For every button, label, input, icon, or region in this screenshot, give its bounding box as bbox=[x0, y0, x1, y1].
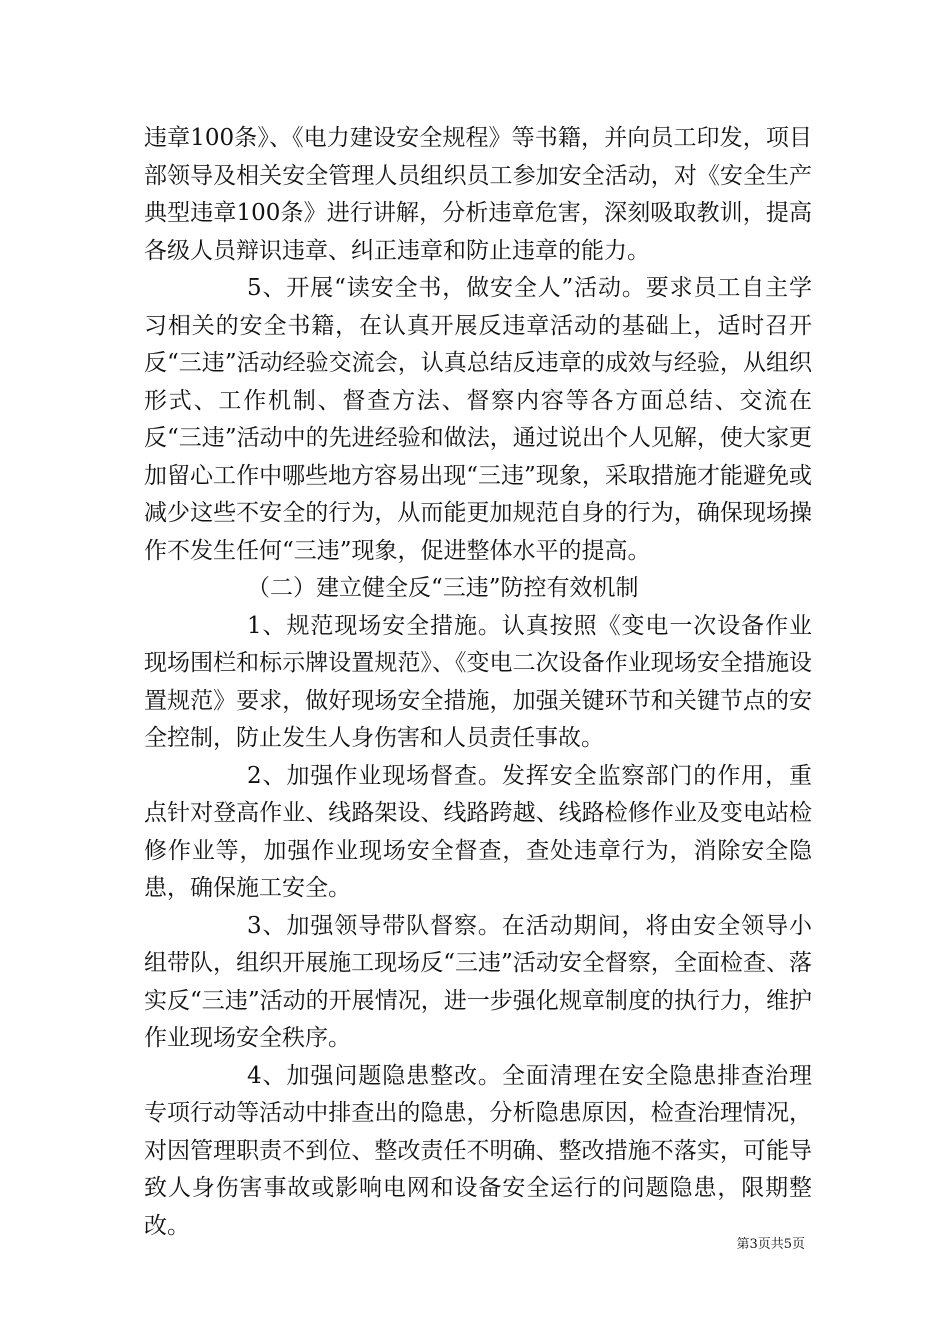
paragraph-continuation: 违章100条》、《电力建设安全规程》等书籍，并向员工印发，项目部领导及相关安全管理人员组织员工参加安全活动，对《安全生产典型违章100条》进行讲解，分析违章危害，深刻吸取教训，提高各级人员辩识违章、纠正违章和防止违章的能力。 bbox=[144, 125, 812, 264]
section-heading-2: （二）建立健全反“三违”防控有效机制 bbox=[247, 575, 639, 601]
paragraph-item-5: 5、开展“读安全书，做安全人”活动。要求员工自主学习相关的安全书籍，在认真开展反违章活动的基础上，适时召开反“三违”活动经验交流会，认真总结反违章的成效与经验，从组织形式、工作机制、督查方法、督察内容等各方面总结、交流在反“三违”活动中的先进经验和做法，通过说出个人见解，使大家更加留心工作中哪些地方容易出现“三违”现象，采取措施才能避免或减少这些不安全的行为，从而能更加规范自身的行为，确保现场操作不发生任何“三违”现象，促进整体水平的提高。 bbox=[144, 275, 812, 564]
paragraph-item-2: 2、加强作业现场督查。发挥安全监察部门的作用，重点针对登高作业、线路架设、线路跨越、线路检修作业及变电站检修作业等，加强作业现场安全督查，查处违章行为，消除安全隐患，确保施工安全。 bbox=[144, 762, 812, 901]
paragraph-item-1: 1、规范现场安全措施。认真按照《变电一次设备作业现场围栏和标示牌设置规范》、《变电二次设备作业现场安全措施设置规范》要求，做好现场安全措施，加强关键环节和关键节点的安全控制，防止发生人身伤害和人员责任事故。 bbox=[144, 612, 812, 751]
page-number-footer: 第3页共5页 bbox=[736, 1237, 805, 1252]
document-body bbox=[144, 120, 812, 1245]
paragraph-item-3: 3、加强领导带队督察。在活动期间，将由安全领导小组带队，组织开展施工现场反“三违”活动安全督察，全面检查、落实反“三违”活动的开展情况，进一步强化规章制度的执行力，维护作业现场安全秩序。 bbox=[144, 912, 812, 1051]
paragraph-item-4: 4、加强问题隐患整改。全面清理在安全隐患排查治理专项行动等活动中排查出的隐患，分析隐患原因，检查治理情况，对因管理职责不到位、整改责任不明确、整改措施不落实，可能导致人身伤害事故或影响电网和设备安全运行的问题隐患，限期整改。 bbox=[144, 1062, 812, 1239]
